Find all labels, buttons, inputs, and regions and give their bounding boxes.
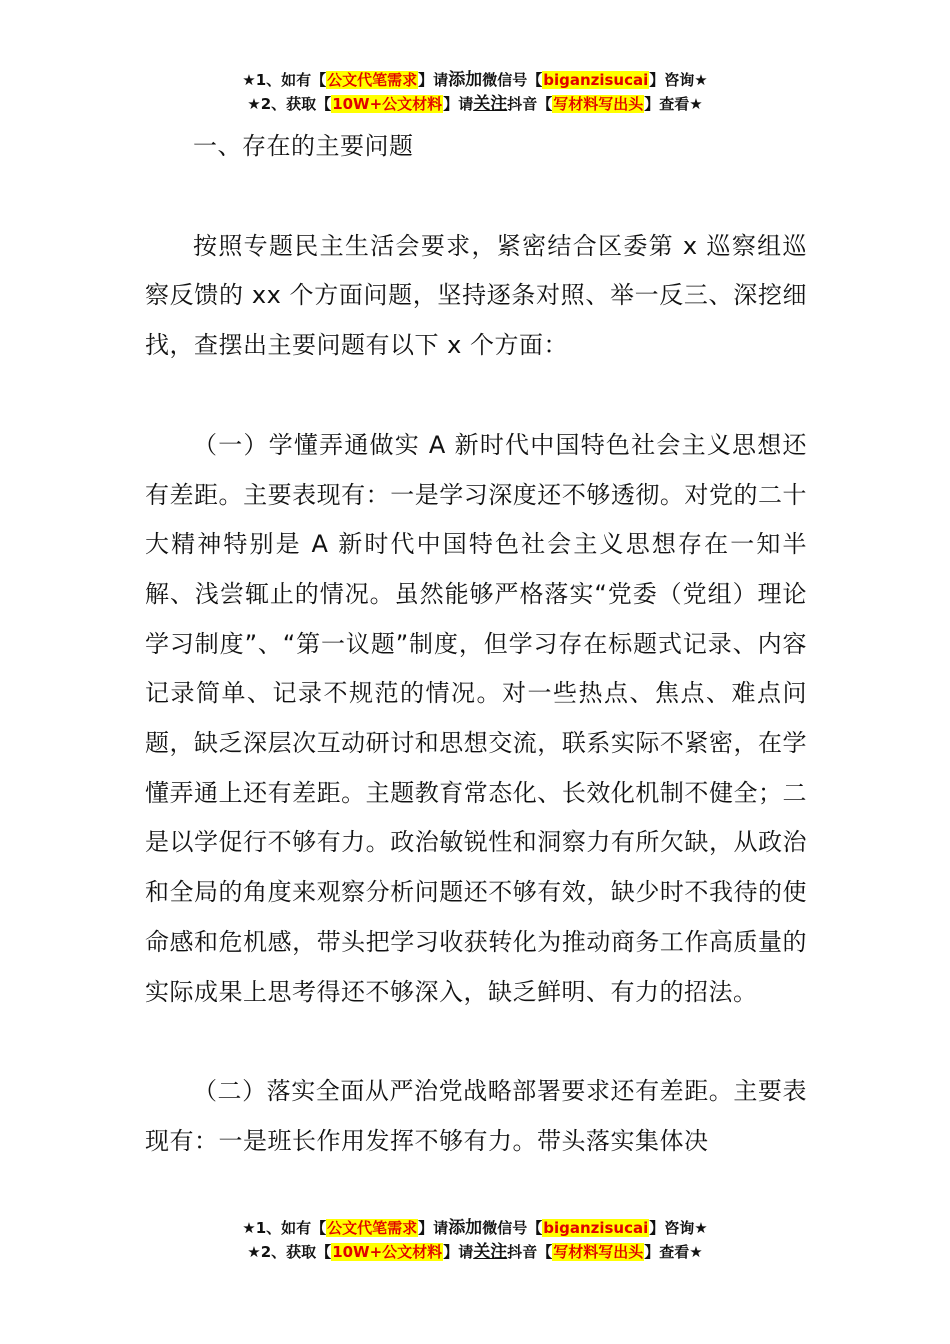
footer-banner xyxy=(0,1216,950,1264)
highlight-materials: 10W+公文材料 xyxy=(332,95,443,113)
paragraph-section-2: （二）落实全面从严治党战略部署要求还有差距。主要表现有：一是班长作用发挥不够有力。带头落实集体决 xyxy=(145,1077,807,1155)
highlight-wechat-id: biganzisucai xyxy=(543,1219,649,1237)
highlight-douyin: 写材料写出头 xyxy=(553,1243,644,1261)
emphasis-follow: 关注 xyxy=(473,1242,508,1262)
highlight-douyin: 写材料写出头 xyxy=(553,95,644,113)
banner-line-1: ★1、如有【公文代笔需求】请添加微信号【biganzisucai】咨询★ xyxy=(242,70,708,90)
emphasis-add: 添加 xyxy=(448,70,483,90)
section-heading: 一、存在的主要问题 xyxy=(193,132,414,160)
highlight-service: 公文代笔需求 xyxy=(327,1219,418,1237)
banner-line-1: ★1、如有【公文代笔需求】请添加微信号【biganzisucai】咨询★ xyxy=(242,1218,708,1238)
highlight-service: 公文代笔需求 xyxy=(327,71,418,89)
spacer xyxy=(145,172,807,222)
spacer xyxy=(145,1017,807,1067)
paragraph-intro: 按照专题民主生活会要求，紧密结合区委第 x 巡察组巡察反馈的 xx 个方面问题，坚持逐条对照、举一反三、深挖细找，查摆出主要问题有以下 x 个方面： xyxy=(145,231,807,360)
document-body xyxy=(145,122,807,1167)
header-banner xyxy=(0,68,950,116)
emphasis-add: 添加 xyxy=(448,1218,483,1238)
banner-line-2: ★2、获取【10W+公文材料】请关注抖音【写材料写出头】查看★ xyxy=(247,94,703,114)
highlight-wechat-id: biganzisucai xyxy=(543,71,649,89)
banner-line-2: ★2、获取【10W+公文材料】请关注抖音【写材料写出头】查看★ xyxy=(247,1242,703,1262)
emphasis-follow: 关注 xyxy=(473,94,508,114)
paragraph-section-1: （一）学懂弄通做实 A 新时代中国特色社会主义思想还有差距。主要表现有：一是学习深度还不够透彻。对党的二十大精神特别是 A 新时代中国特色社会主义思想存在一知半解、浅尝辄止的情况。虽然能够严格落实“党委（党组）理论学习制度”、“第一议题”制度，但学习存在标题式记录、内容记录简单、记录不规范的情况。对一些热点、焦点、难点问题，缺乏深层次互动研讨和思想交流，联系实际不紧密，在学懂弄通上还有差距。主题教育常态化、长效化机制不健全；二是以学促行不够有力。政治敏锐性和洞察力有所欠缺，从政治和全局的角度来观察分析问题还不够有效，缺少时不我待的使命感和危机感，带头把学习收获转化为推动商务工作高质量的实际成果上思考得还不够深入，缺乏鲜明、有力的招法。 xyxy=(145,430,807,1006)
highlight-materials: 10W+公文材料 xyxy=(332,1243,443,1261)
spacer xyxy=(145,371,807,421)
